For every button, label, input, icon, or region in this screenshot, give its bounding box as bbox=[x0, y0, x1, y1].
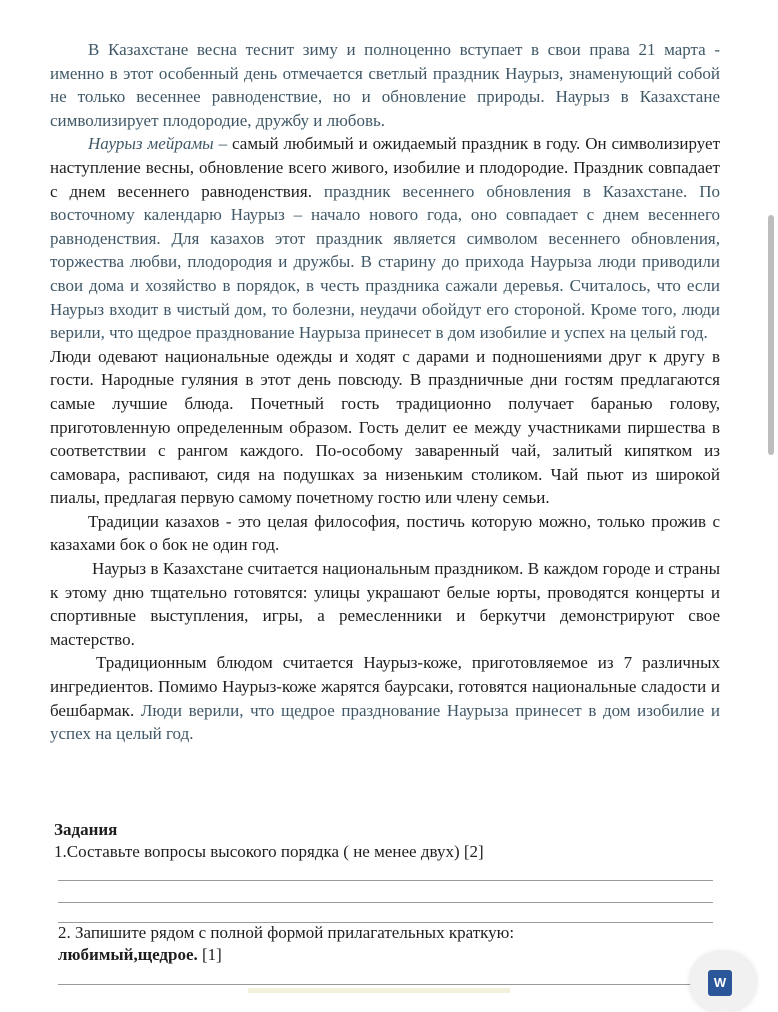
task-2-points: [1] bbox=[197, 945, 222, 964]
word-app-icon: W bbox=[708, 970, 732, 996]
task-2-words bbox=[58, 944, 718, 966]
paragraph-6-rest: Люди верили, что щедрое празднование Наурыза принесет в дом изобилие и успех на целый год. bbox=[50, 700, 720, 744]
answer-line bbox=[58, 902, 713, 903]
paragraph-2 bbox=[50, 132, 720, 344]
paragraph-2-italic: Наурыз мейрамы bbox=[88, 134, 214, 154]
paragraph-2-main: самый любимый и ожидаемый праздник в году. Он символизирует наступление весны, обновление всего живого, изобилие и плодородие. Праздник совпадает с днем весеннего равноденствия. bbox=[50, 134, 721, 201]
paragraph-5: Наурыз в Казахстане считается национальным праздником. В каждом городе и страны к этому дню тщательно готовятся: улицы украшают белые юрты, проводятся концерты и спортивные выступления, игры, а ремесленники и беркутчи демонстрируют свое мастерство. bbox=[50, 559, 720, 649]
scrollbar[interactable] bbox=[768, 215, 774, 455]
paragraph-6 bbox=[50, 651, 720, 745]
task-2 bbox=[58, 922, 718, 966]
answer-line bbox=[58, 880, 713, 881]
answer-line bbox=[58, 984, 713, 985]
task-1: 1.Составьте вопросы высокого порядка ( не менее двух) [2] bbox=[54, 842, 484, 861]
document-body bbox=[50, 38, 720, 746]
tasks-title: Задания bbox=[54, 820, 118, 839]
paragraph-2-dash: – bbox=[213, 134, 233, 154]
paragraph-3: Люди одевают национальные одежды и ходят с дарами и подношениями друг к другу в гости. Народные гуляния в этот день повсюду. В праздничные дни гостям предлагаются самые лучшие блюда. Почетный гость традиционно получает баранью голову, приготовленную определенным образом. Гость делит ее между участниками пиршества в соответствии с рангом каждого. По-особому заваренный чай, залитый кипятком из самовара, распивают, сидя на подушках за низеньким столиком. Чай пьют из широкой пиалы, предлагая первую самому почетному гостю или члену семьи. bbox=[50, 346, 720, 508]
tasks-section bbox=[54, 819, 724, 863]
paragraph-1: В Казахстане весна теснит зиму и полноценно вступает в свои права 21 марта - именно в этот особенный день отмечается светлый праздник Наурыз, знаменующий собой не только весеннее равноденствие, но и обновление природы. Наурыз в Казахстане символизирует плодородие, дружбу и любовь. bbox=[50, 40, 720, 130]
bottom-strip bbox=[248, 988, 510, 993]
word-app-button[interactable] bbox=[690, 952, 756, 1012]
task-2-adjectives: любимый,щедрое. bbox=[58, 945, 198, 964]
paragraph-2-rest: праздник весеннего обновления в Казахстане. По восточному календарю Наурыз – начало нового года, оно совпадает с днем весеннего равноденствия. Для казахов этот праздник является символом весеннего обновления, торжества любви, плодородия и дружбы. В старину до прихода Наурыза люди приводили свои дома и хозяйство в порядок, в честь праздника сажали деревья. Считалось, что если Наурыз входит в чистый дом, то болезни, неудачи обойдут его стороной. Кроме того, люди верили, что щедрое празднование Наурыза принесет в дом изобилие и успех на целый год. bbox=[50, 181, 720, 343]
paragraph-4: Традиции казахов - это целая философия, постичь которую можно, только прожив с казахами бок о бок не один год. bbox=[50, 511, 720, 555]
paragraph-6-main: Традиционным блюдом считается Наурыз-коже, приготовляемое из 7 различных ингредиентов. Помимо Наурыз-коже жарятся баурсаки, готовятся национальные сладости и бешбармак. bbox=[50, 653, 720, 720]
task-2-text: 2. Запишите рядом с полной формой прилагательных краткую: bbox=[58, 923, 515, 942]
